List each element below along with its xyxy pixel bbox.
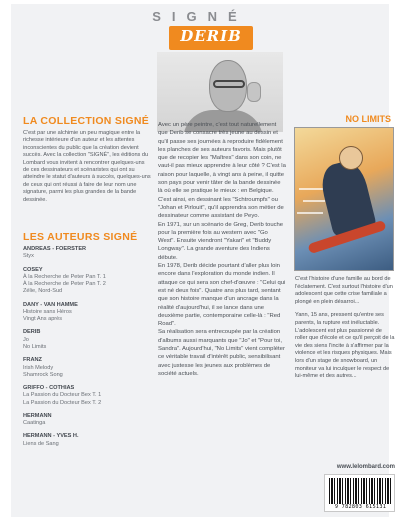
author-portrait bbox=[157, 52, 283, 132]
summary-paragraph: Yann, 15 ans, pressent qu'entre ses parents, la rupture est inéluctable. L'adolescent est plus passionné de roller que d'école et ce qu'il perçoit de la vie des siens l'incite à s'affirmer par la violence et les risques physiques. Mais lors d'un stage de snowboard, un moniteur va lui inculquer le respect de lui-même et des autres... bbox=[295, 312, 395, 380]
collection-title: LA COLLECTION SIGNÉ bbox=[23, 115, 150, 127]
authors-title: LES AUTEURS SIGNÉ bbox=[23, 231, 138, 243]
album-title: Caatinga bbox=[23, 420, 46, 427]
author-entry bbox=[23, 302, 151, 324]
album-title: Irish Melody bbox=[23, 364, 54, 371]
album-title: Zélie, Nord-Sud bbox=[23, 288, 63, 295]
barcode bbox=[324, 474, 395, 512]
summary-paragraph: C'est l'histoire d'une famille au bord de l'éclatement. C'est surtout l'histoire d'un adolescent que cette crise familiale a plongé en plein désarroi... bbox=[295, 276, 393, 305]
author-entry bbox=[23, 357, 151, 379]
speed-line bbox=[297, 212, 323, 214]
album-title: Styx bbox=[23, 253, 34, 260]
author-entry bbox=[23, 413, 151, 428]
speed-line bbox=[303, 200, 325, 202]
album-title: Histoire sans Héros bbox=[23, 309, 72, 316]
author-name: FRANZ bbox=[23, 357, 42, 364]
bio-paragraph: Avec un père peintre, c'est tout naturellement que Derib se consacre très jeune au dessin et qu'il passe ses journées à reproduire fidèlement les planches de ses auteurs favoris. Mais plutôt que de recopier les "Maîtres" dans son coin, ne vaut-il pas mieux apprendre à leur côté ? C'est la raison pour laquelle, à vingt ans à peine, il quitte son pays pour venir tâter de la bande dessinée là où elle se pratique le mieux : en Belgique. C'est ainsi, en dessinant les "Schtroumpfs" ou "Johan et Pirlouit", qu'il apprendra son métier de dessinateur comme assistant de Peyo. bbox=[158, 122, 286, 220]
author-name: ANDREAS - FOERSTER bbox=[23, 246, 87, 252]
album-title: La Passion du Docteur Bex T. 2 bbox=[23, 399, 102, 406]
author-name: DANY - VAN HAMME bbox=[23, 301, 78, 308]
author-name: GRIFFO - COTHIAS bbox=[23, 385, 75, 392]
publisher-url[interactable]: www.lelombard.com bbox=[336, 464, 395, 470]
author-name: DERIB bbox=[23, 329, 41, 336]
portrait-hand bbox=[247, 82, 261, 102]
derib-logo bbox=[169, 26, 253, 50]
bio-paragraph: En 1978, Derib décide pourtant d'aller plus loin encore dans l'exploration du monde indien. Il attaque ce qui sera son chef-d'œuvre : "Celui qui est né deux fois". Quatre ans plus tard, sentant que son histoire manque d'un ancrage dans la réalité d'aujourd'hui, il se lance dans une deuxième partie, contemporaine celle-là : "Red Road". bbox=[158, 263, 286, 328]
album-title: No Limits bbox=[23, 344, 47, 351]
authors-list bbox=[23, 246, 151, 454]
portrait-glasses bbox=[213, 80, 245, 88]
author-name: HERMANN bbox=[23, 412, 52, 419]
book-illustration bbox=[294, 127, 394, 271]
album-title: À la Recherche de Peter Pan T. 1 bbox=[23, 274, 106, 281]
author-entry bbox=[23, 329, 151, 351]
book-title: NO LIMITS bbox=[345, 114, 391, 124]
album-title: À la Recherche de Peter Pan T. 2 bbox=[23, 281, 106, 288]
album-title: Liens de Sang bbox=[23, 440, 59, 447]
author-name: COSEY bbox=[23, 266, 43, 273]
barcode-bars bbox=[329, 478, 391, 504]
author-entry bbox=[23, 385, 151, 407]
cover-panel bbox=[11, 4, 395, 517]
album-title: Shamrock Song bbox=[23, 371, 63, 378]
author-entry bbox=[23, 246, 151, 261]
series-title: SIGNÉ bbox=[152, 9, 248, 24]
collection-text: C'est par une alchimie un peu magique entre la richesse intérieure d'un auteur et les attentes inconscientes du public que la création devient succès. Avec la collection "SIGNÉ", les éditions du Lombard vous invitent à rencontrer quelques-uns de ces dessinateurs et scénaristes qui ont su atteindre le statut d'auteurs à succès, quelques-uns de ceux qui ont réussi à faire de leur nom une signature, parmi les plus grandes de la bande dessinée. bbox=[23, 130, 151, 203]
author-bio bbox=[158, 121, 286, 378]
bio-paragraph: En 1971, sur un scénario de Greg, Derib touche pour la première fois au western avec "Go West". Ensuite viendront "Yakari" et "Buddy Longway". La grande aventure des Indiens débute. bbox=[158, 221, 284, 261]
bio-paragraph: Sa réalisation sera entrecoupée par la création d'albums aussi marquants que "Jo" et "Pour toi, Sandra". Aujourd'hui, "No Limits" vient compléter ce véritable travail d'intérêt public, sensibilisant avec justesse les jeunes aux problèmes de société actuels. bbox=[158, 329, 285, 377]
author-entry bbox=[23, 433, 151, 448]
author-entry bbox=[23, 267, 151, 296]
author-name: HERMANN - YVES H. bbox=[23, 433, 79, 440]
snowboarder-head bbox=[339, 146, 363, 170]
album-title: La Passion du Docteur Bex T. 1 bbox=[23, 392, 102, 399]
logo-text: DERIB bbox=[180, 27, 242, 45]
album-title: Vingt Ans après bbox=[23, 316, 63, 323]
album-title: Jo bbox=[23, 336, 29, 343]
barcode-number: 9 782803 615131 bbox=[334, 504, 387, 510]
book-summary bbox=[295, 276, 395, 387]
